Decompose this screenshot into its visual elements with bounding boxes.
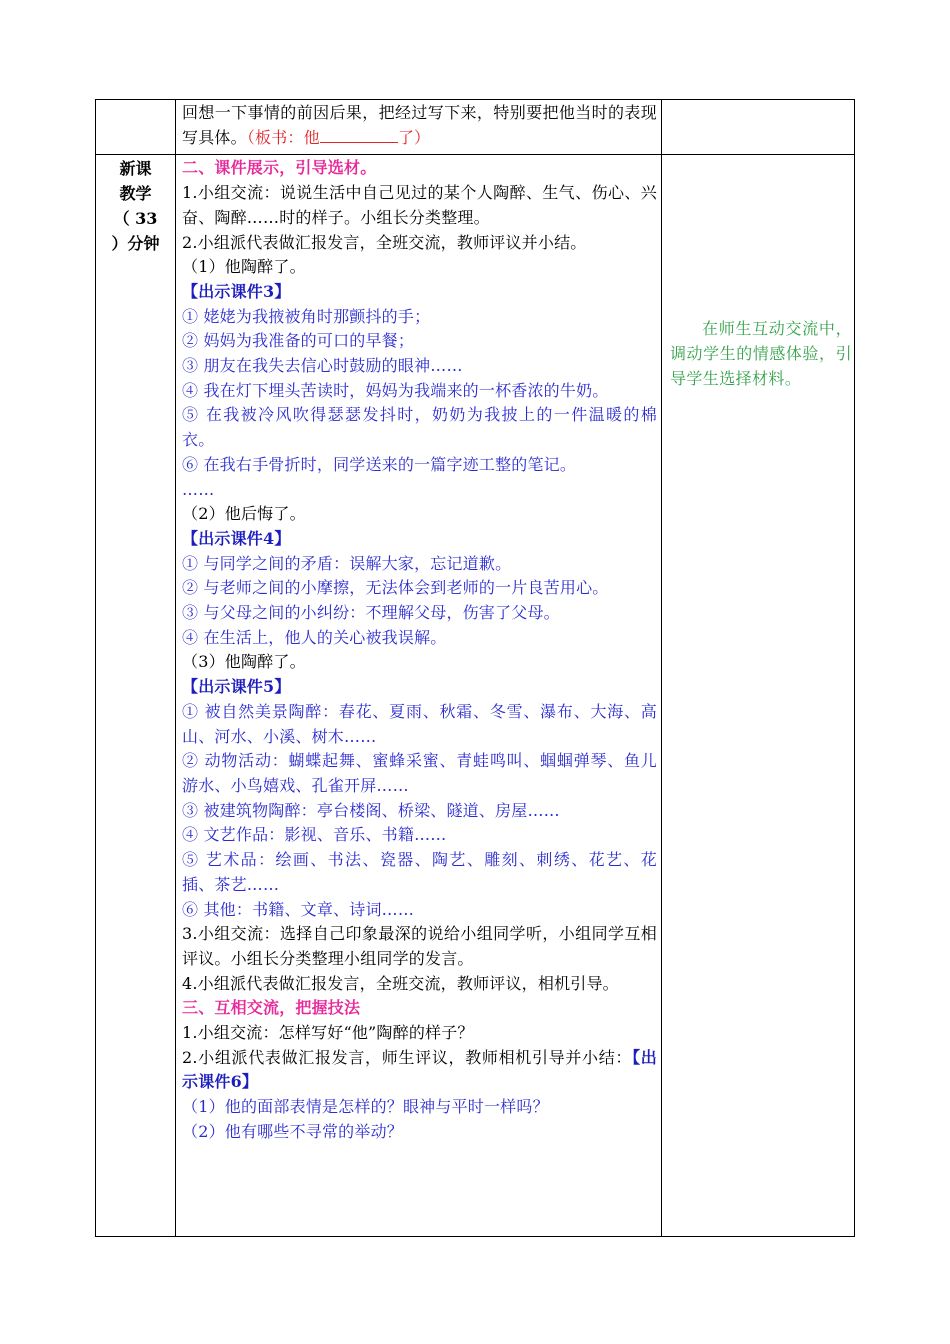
row-label-cell (96, 100, 176, 155)
row-label-cell (96, 155, 176, 1237)
section-label: 新课 教学 （ 33 ）分钟 (111, 159, 160, 253)
courseware-label: 【出示课件4】 (182, 528, 291, 548)
board-note-open: （板书：他 (246, 127, 320, 147)
step-text: 3.小组交流：选择自己印象最深的说给小组同学听，小组同学互相评议。小组长分类整理小组同学的发言。 (182, 924, 657, 968)
content-cell (176, 155, 662, 1237)
step-text: 2.小组派代表做汇报发言，师生评议，教师相机引导并小结：【出示课件6】 (182, 1047, 657, 1092)
list-item: ① 被自然美景陶醉：春花、夏雨、秋霜、冬雪、瀑布、大海、高山、河水、小溪、树木…… (182, 701, 657, 746)
sub-topic: （3）他陶醉了。 (182, 652, 306, 672)
step-text: 2.小组派代表做汇报发言，全班交流，教师评议并小结。 (182, 232, 587, 252)
list-item: ④ 在生活上，他人的关心被我误解。 (182, 627, 447, 647)
list-item: ③ 朋友在我失去信心时鼓励的眼神…… (182, 356, 463, 376)
design-note: 在师生互动交流中，调动学生的情感体验，引导学生选择材料。 (670, 319, 852, 388)
list-item: ⑤ 在我被冷风吹得瑟瑟发抖时，奶奶为我披上的一件温暖的棉衣。 (182, 405, 657, 450)
table-row (96, 155, 855, 1237)
instruction-text: 回想一下事情的前因后果，把经过写下来，特别要把他当时的表现写具体。 (182, 103, 657, 147)
list-item: ② 与老师之间的小摩擦，无法体会到老师的一片良苦用心。 (182, 578, 609, 598)
section-heading: 二、课件展示，引导选材。 (182, 158, 377, 178)
sub-topic: （2）他后悔了。 (182, 504, 306, 524)
list-item: ⑥ 在我右手骨折时，同学送来的一篇字迹工整的笔记。 (182, 454, 577, 474)
list-item: ④ 我在灯下埋头苦读时，妈妈为我端来的一杯香浓的牛奶。 (182, 380, 609, 400)
list-item: ⑤ 艺术品：绘画、书法、瓷器、陶艺、雕刻、刺绣、花艺、花插、茶艺…… (182, 850, 657, 894)
lesson-plan-table (95, 99, 855, 1237)
list-item: ③ 被建筑物陶醉：亭台楼阁、桥梁、隧道、房屋…… (182, 800, 560, 820)
courseware-label: 【出示课件3】 (182, 281, 291, 301)
step-text: 1.小组交流：说说生活中自己见过的某个人陶醉、生气、伤心、兴奋、陶醉……时的样子。小组长分类整理。 (182, 183, 657, 227)
content-cell (176, 100, 662, 155)
note-cell (662, 155, 855, 1237)
courseware-label: 【出示课件5】 (182, 677, 291, 697)
question-item: （2）他有哪些不寻常的举动？ (182, 1121, 403, 1141)
question-item: （1）他的面部表情是怎样的？眼神与平时一样吗？ (182, 1097, 549, 1117)
list-item: …… (182, 479, 215, 499)
list-item: ① 姥姥为我掖被角时那颤抖的手； (182, 306, 431, 326)
board-blank (320, 126, 398, 143)
list-item: ⑥ 其他：书籍、文章、诗词…… (182, 899, 415, 919)
list-item: ④ 文艺作品：影视、音乐、书籍…… (182, 825, 447, 845)
list-item: ① 与同学之间的矛盾：误解大家，忘记道歉。 (182, 553, 512, 573)
section-heading: 三、互相交流，把握技法 (182, 998, 361, 1018)
list-item: ② 妈妈为我准备的可口的早餐； (182, 331, 415, 351)
note-cell (662, 100, 855, 155)
sub-topic: （1）他陶醉了。 (182, 257, 306, 277)
step-text: 4.小组派代表做汇报发言，全班交流，教师评议，相机引导。 (182, 973, 619, 993)
list-item: ③ 与父母之间的小纠纷：不理解父母，伤害了父母。 (182, 603, 560, 623)
list-item: ② 动物活动：蝴蝶起舞、蜜蜂采蜜、青蛙鸣叫、蝈蝈弹琴、鱼儿游水、小鸟嬉戏、孔雀开屏…… (182, 751, 657, 795)
board-note-close: 了） (397, 127, 431, 147)
courseware-label: 【出示课件6】 (182, 1047, 657, 1092)
step-text: 1.小组交流：怎样写好“他”陶醉的样子？ (182, 1023, 474, 1043)
table-row (96, 100, 855, 155)
